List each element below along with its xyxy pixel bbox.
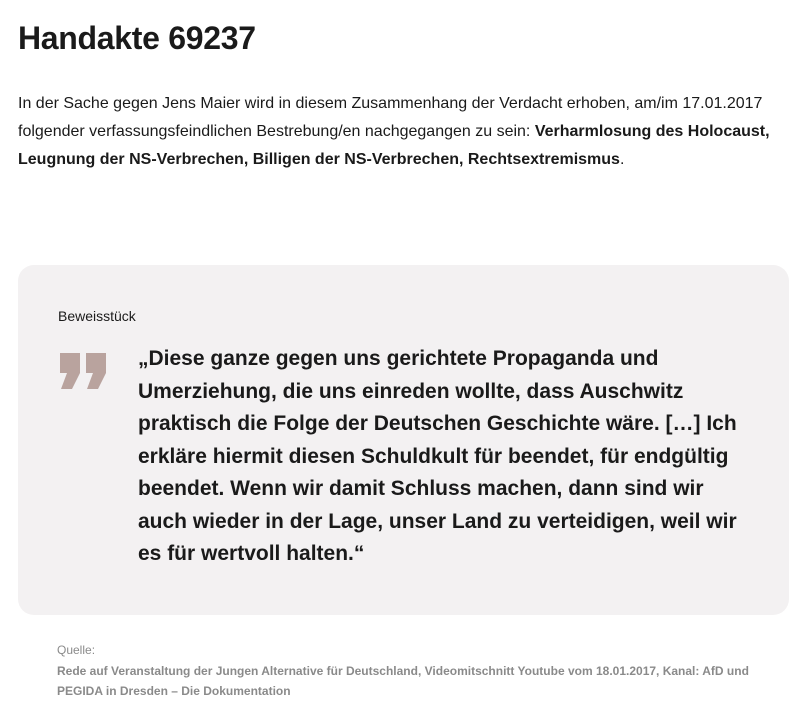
case-intro-text: In der Sache gegen Jens Maier wird in diesem Zusammenhang der Verdacht erhoben, am/im 17.01.2017 folgender verfassungsfeindlichen Bestrebung/en nachgegangen zu sein: bbox=[18, 95, 763, 140]
case-summary bbox=[18, 90, 778, 174]
quote-mark-icon bbox=[58, 353, 108, 393]
charges-list: Verharmlosung des Holocaust, Leugnung der NS-Verbrechen, Billigen der NS-Verbrechen, Rechtsextremismus bbox=[18, 123, 770, 168]
source-label: Quelle: bbox=[57, 643, 96, 657]
evidence-label: Beweisstück bbox=[58, 308, 136, 324]
charges-period: . bbox=[619, 151, 625, 168]
page-title: Handakte 69237 bbox=[18, 20, 256, 56]
quote-text: „Diese ganze gegen uns gerichtete Propaganda und Umerziehung, die uns einreden wollte, dass Auschwitz praktisch die Folge der Deutschen Geschichte wäre. […] Ich erkläre hiermit diesen Schuldkult für beendet, für endgültig beendet. Wenn wir damit Schluss machen, dann sind wir auch wieder in der Lage, unser Land zu verteidigen, weil wir es für wertvoll halten.“ bbox=[138, 347, 737, 565]
source-text: Rede auf Veranstaltung der Jungen Alternative für Deutschland, Videomitschnitt Youtube vom 18.01.2017, Kanal: AfD und PEGIDA in Dresden – Die Dokumentation bbox=[57, 664, 749, 698]
evidence-card bbox=[18, 265, 789, 615]
